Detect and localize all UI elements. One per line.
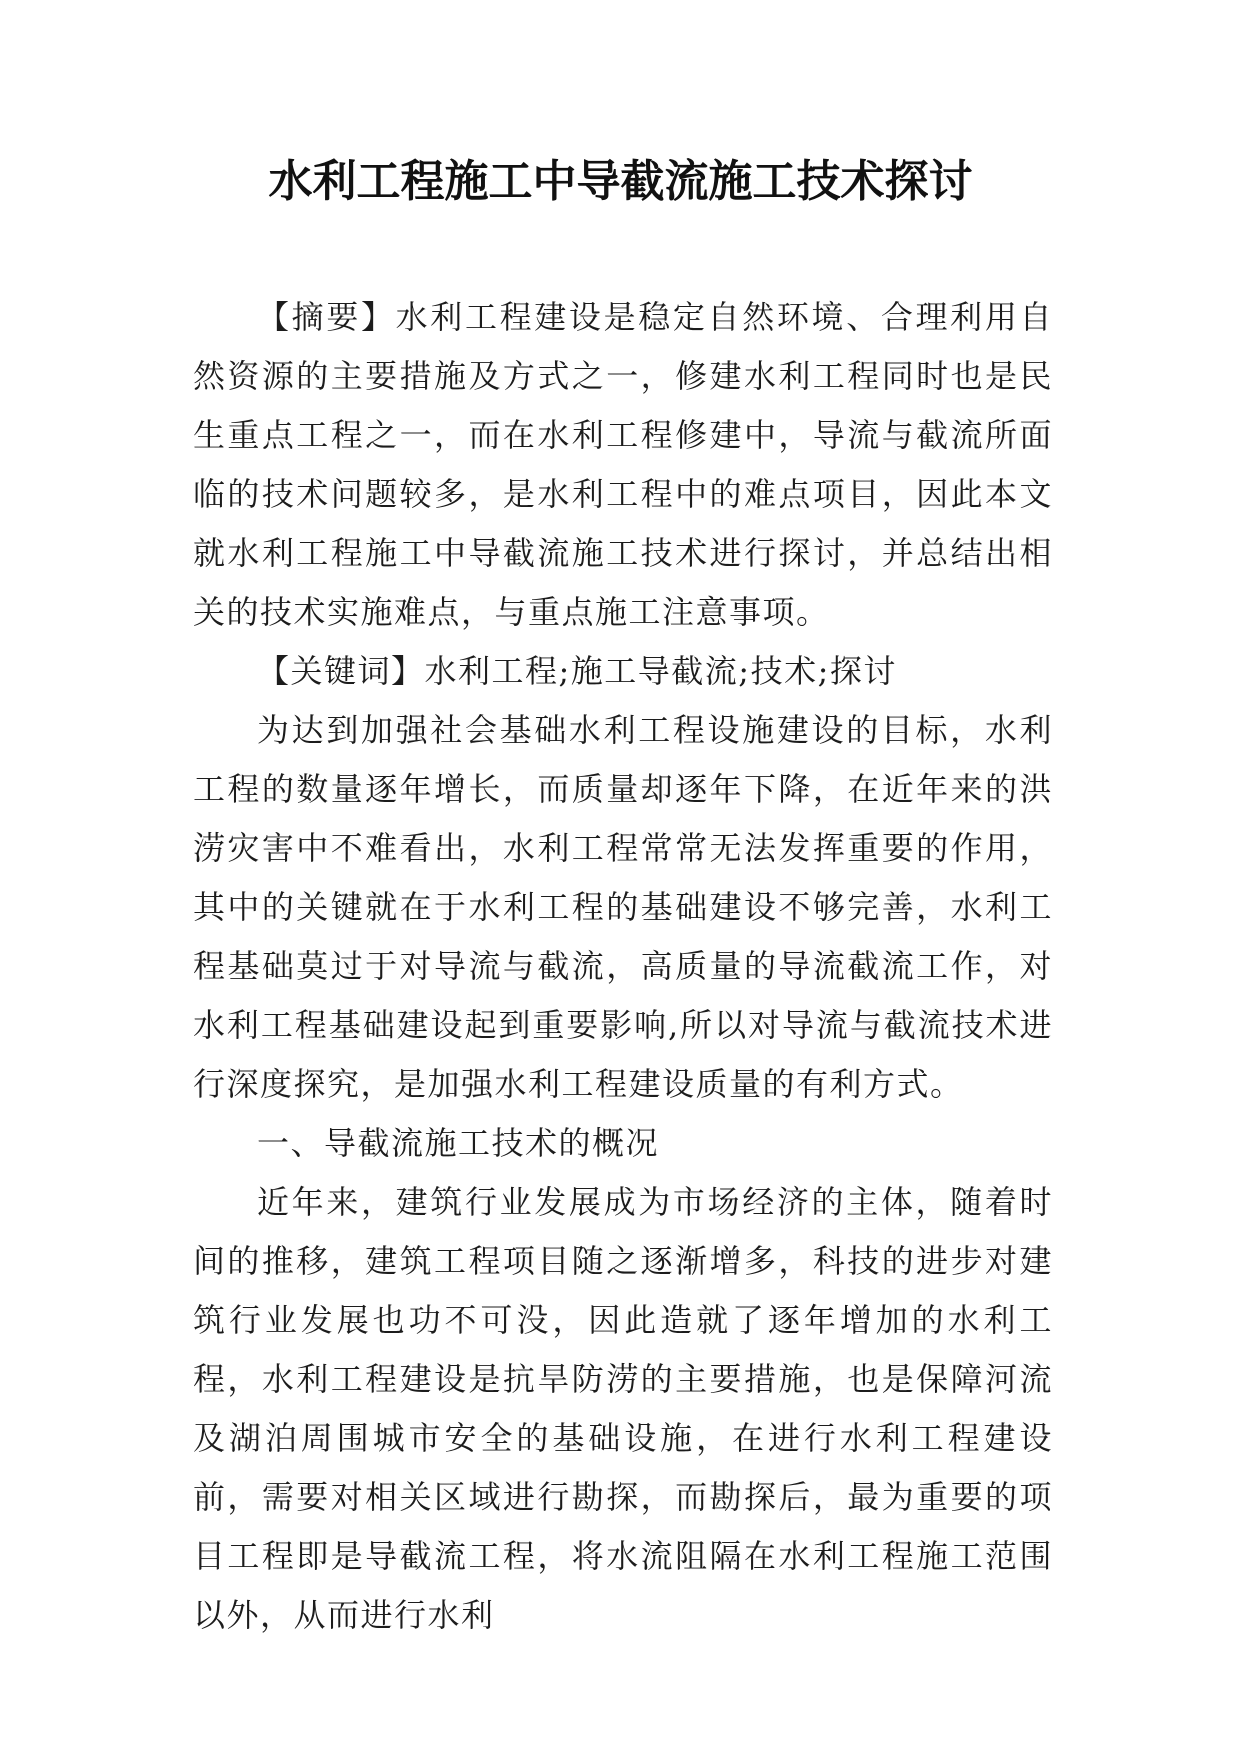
document-title: 水利工程施工中导截流施工技术探讨	[268, 156, 973, 207]
document-body	[193, 288, 1053, 1645]
keywords-paragraph: 【关键词】水利工程;施工导截流;技术;探讨	[257, 652, 897, 690]
intro-paragraph: 为达到加强社会基础水利工程设施建设的目标，水利工程的数量逐年增长，而质量却逐年下降，在近年来的洪涝灾害中不难看出，水利工程常常无法发挥重要的作用，其中的关键就在于水利工程的基础建设不够完善，水利工程基础莫过于对导流与截流，高质量的导流截流工作，对水利工程基础建设起到重要影响,所以对导流与截流技术进行深度探究，是加强水利工程建设质量的有利方式。	[193, 711, 1053, 1103]
section-paragraph: 近年来，建筑行业发展成为市场经济的主体，随着时间的推移，建筑工程项目随之逐渐增多，科技的进步对建筑行业发展也功不可没，因此造就了逐年增加的水利工程，水利工程建设是抗旱防涝的主要措施，也是保障河流及湖泊周围城市安全的基础设施，在进行水利工程建设前，需要对相关区域进行勘探，而勘探后，最为重要的项目工程即是导截流工程，将水流阻隔在水利工程施工范围以外，从而进行水利	[193, 1183, 1053, 1634]
abstract-paragraph: 【摘要】水利工程建设是稳定自然环境、合理利用自然资源的主要措施及方式之一，修建水利工程同时也是民生重点工程之一，而在水利工程修建中，导流与截流所面临的技术问题较多，是水利工程中的难点项目，因此本文就水利工程施工中导截流施工技术进行探讨，并总结出相关的技术实施难点，与重点施工注意事项。	[193, 298, 1053, 631]
section-heading: 一、导截流施工技术的概况	[257, 1124, 660, 1162]
